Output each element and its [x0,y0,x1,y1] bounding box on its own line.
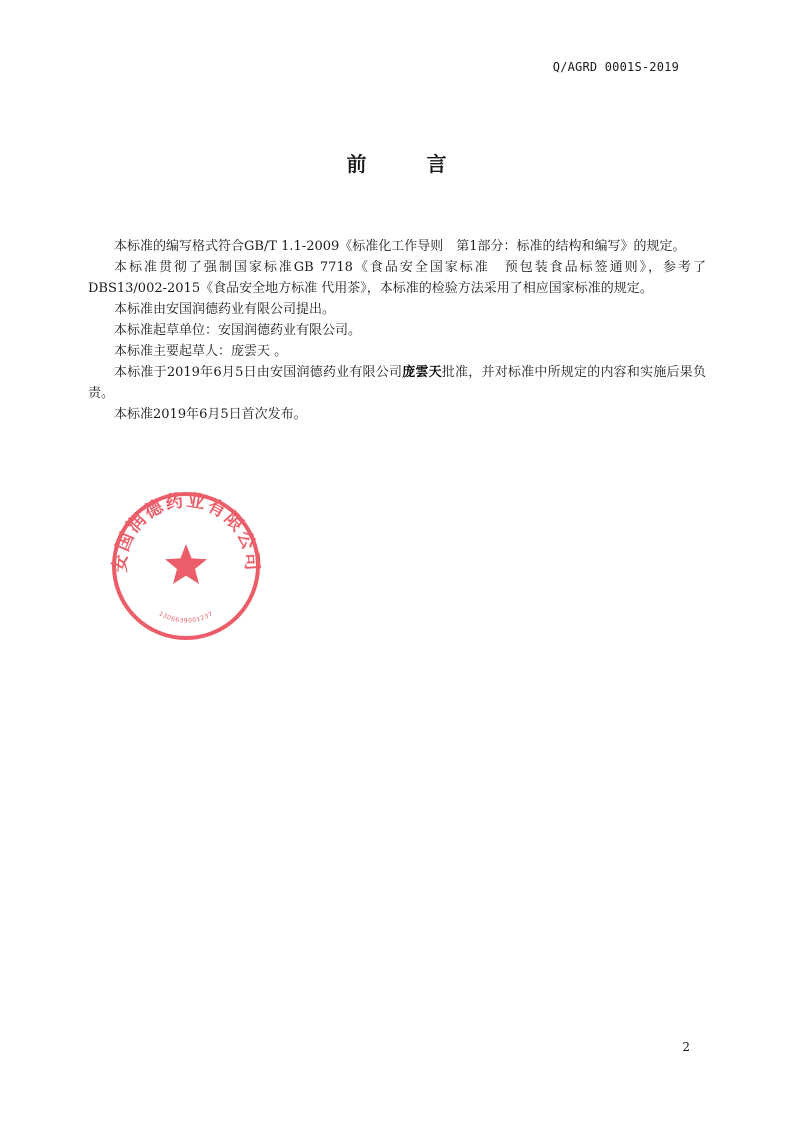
paragraph-approval [88,362,706,404]
page-title: 前言 [346,152,507,176]
paragraph-proposer: 本标准由安国润德药业有限公司提出。 [114,302,336,317]
approver-signature: 庞雲天 [402,365,442,380]
company-seal [110,490,262,642]
paragraph-release: 本标准2019年6月5日首次发布。 [114,407,307,422]
paragraph-references: 本标准贯彻了强制国家标准GB 7718《食品安全国家标准 预包装食品标签通则》，参考了DBS13/002-2015《食品安全地方标准 代用茶》，本标准的检验方法采用了相应国家标准的规定。 [88,260,706,296]
seal-star-icon [165,544,207,584]
page-number: 2 [682,1040,690,1054]
approval-text-after: 批准，并对标准中所规定的内容和实施后果负责。 [88,365,706,401]
paragraph-drafter: 本标准主要起草人：庞雲天 。 [114,344,288,359]
paragraph-drafting-unit: 本标准起草单位：安国润德药业有限公司。 [114,323,362,338]
seal-company-name-path: 安国润德药业有限公司 [110,490,262,574]
approval-text-before: 本标准于2019年6月5日由安国润德药业有限公司 [114,365,403,380]
document-code: Q/AGRD 0001S-2019 [552,60,679,74]
paragraph-format: 本标准的编写格式符合GB/T 1.1-2009《标准化工作导则 第1部分：标准的结构和编写》的规定。 [114,239,686,254]
seal-serial-number-path: 1306639001237 [157,610,215,625]
seal-serial-number [158,610,215,624]
foreword-body [88,236,706,425]
